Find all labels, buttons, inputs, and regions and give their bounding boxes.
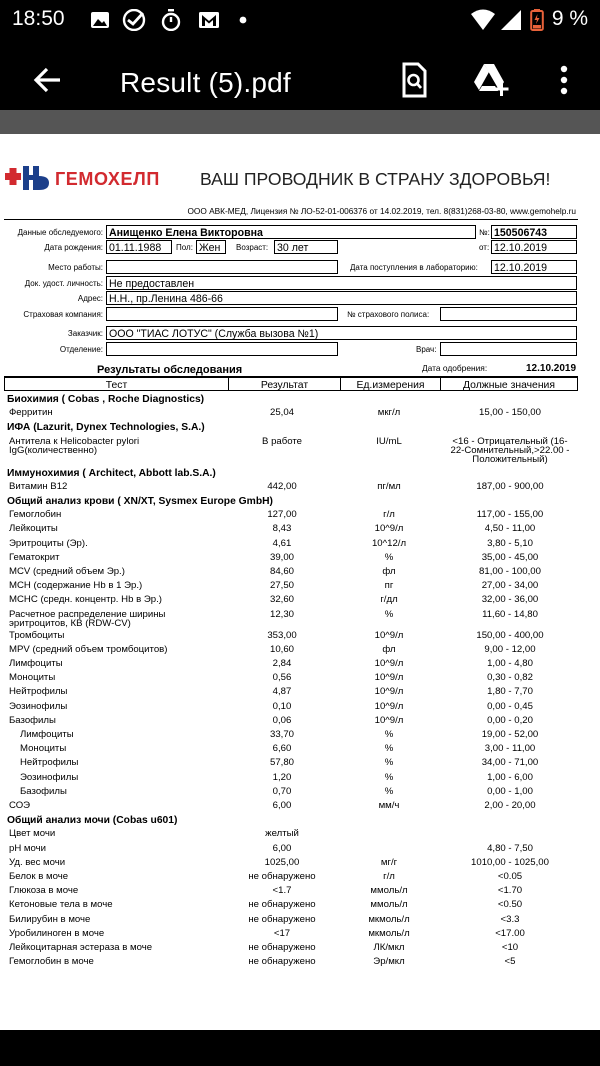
doctor-label: Врач: [416,345,437,354]
row-t2: эритроцитов, КВ (RDW-CV) [9,618,131,629]
row-n: 0,00 - 1,00 [487,785,533,797]
row-n: <0.50 [497,899,523,911]
row-t: Цвет мочи [9,828,56,840]
column-header-row [4,377,578,391]
dept-label: Отделение: [59,345,103,354]
section-heading: ИФА (Lazurit, Dynex Technologies, S.A.) [7,422,205,434]
customer-value: ООО "ТИАС ЛОТУС" (Служба вызова №1) [106,326,577,340]
document-title: Result (5).pdf [120,67,291,98]
row-n: 34,00 - 71,00 [481,757,539,769]
row-u: % [384,551,394,563]
row-n: 1,80 - 7,70 [487,686,533,698]
row-n2: 22-Сомнительный,>22.00 - [450,445,570,456]
row-n: 4,80 - 7,50 [487,842,533,854]
insurer-value [106,307,338,321]
row-u: фл [382,643,396,655]
row-t: Тромбоциты [9,629,65,641]
sex-value: Жен [196,240,226,254]
search-document-icon[interactable] [392,58,436,102]
row-n: 2,00 - 20,00 [484,800,536,811]
slogan: ВАШ ПРОВОДНИК В СТРАНУ ЗДОРОВЬЯ! [200,169,551,189]
row-u: 10^9/л [374,714,404,726]
policy-value [440,307,577,321]
row-n: 1,00 - 6,00 [487,771,533,783]
license-line: ООО АВК-МЕД, Лицензия № ЛО-52-01-006376 от 14.02.2019, тел. 8(831)268-03-80, www.gemohelp.ru [187,206,576,216]
row-u: Эр/мкл [373,956,405,968]
row-r: В работе [262,435,302,447]
sberbank-icon [122,9,146,31]
logo-text: ГЕМОХЕЛП [55,169,160,189]
wifi-icon [470,9,496,31]
row-u: 10^9/л [374,700,404,712]
pdf-page [0,134,600,1030]
row-t: Глюкоза в моче [9,885,79,897]
more-vert-icon[interactable] [542,58,586,102]
row-t: pH мочи [9,842,47,854]
dept-value [106,342,338,356]
signal-icon [500,9,522,31]
row-n: <5 [504,956,516,968]
row-u: 10^12/л [371,537,407,549]
insurer-label: Страховая компания: [23,310,103,319]
row-r: <1.7 [272,885,292,897]
row-u: мкмоль/л [368,927,410,939]
row-t: Моноциты [9,672,56,684]
row-r: 10,60 [269,643,294,655]
from-label: от: [479,243,490,252]
row-n: 9,00 - 12,00 [484,643,536,655]
row-n: <16 - Отрицательный (16- [452,435,568,447]
row-t: Эозинофилы [20,771,79,783]
row-u: г/л [383,871,395,882]
gmail-icon [198,9,220,31]
row-r: 27,50 [269,580,294,592]
work-label: Место работы: [48,263,103,272]
row-u: % [384,757,394,769]
age-value: 30 лет [274,240,338,254]
row-t: Расчетное распределение ширины [9,608,166,620]
row-r: 6,60 [272,743,292,755]
app-bar [0,40,600,110]
row-r: желтый [265,828,299,840]
row-t: Лимфоциты [20,729,74,740]
row-u: % [384,608,394,620]
row-n: 11,60 - 14,80 [482,608,538,620]
row-n: 1,00 - 4,80 [487,658,533,669]
row-r: 0,56 [272,672,292,684]
row-r: 6,00 [272,842,292,854]
row-u: 10^9/л [374,686,404,698]
row-n: 0,30 - 0,82 [487,672,533,684]
row-r: не обнаружено [248,956,316,968]
row-t: Лимфоциты [9,658,63,669]
row-r: <17 [273,927,291,939]
row-u: пг [384,580,394,592]
row-r: 33,70 [269,729,294,740]
section-heading: Общий анализ крови ( XN/XT, Sysmex Europe GmbH) [7,496,273,507]
row-t: MPV (средний объем тромбоцитов) [9,643,168,655]
row-t: Гемоглобин в моче [9,956,94,968]
approval-label: Дата одобрения: [422,363,488,373]
dob-label: Дата рождения: [44,243,103,252]
row-t: Эритроциты (Эр). [9,537,88,549]
address-label: Адрес: [77,294,103,303]
row-r: 57,80 [269,757,294,769]
sex-label: Пол: [176,243,193,252]
row-t2: IgG(количественно) [9,445,98,456]
patient-data-label: Данные обследуемого: [17,228,103,237]
row-t: Уробилиноген в моче [9,927,105,939]
column-header-norm: Должные значения [462,380,555,391]
row-n: 35,00 - 45,00 [481,551,539,563]
row-t: Ферритин [9,407,53,419]
row-u: 10^9/л [374,629,404,641]
row-r: 4,61 [272,537,292,549]
row-t: Билирубин в моче [9,913,91,925]
gemohelp-logo-icon [5,164,49,192]
row-n: 1010,00 - 1025,00 [471,856,549,868]
row-t: СОЭ [9,800,31,811]
row-n: <0.05 [497,871,523,882]
row-r: 8,43 [272,523,292,535]
number-label: №: [479,228,490,237]
row-r: не обнаружено [248,899,316,911]
row-r: 6,00 [272,800,292,811]
dot-icon [238,9,248,31]
row-n: 81,00 - 100,00 [479,566,541,577]
row-t: Витамин B12 [9,480,68,492]
section-heading: Иммунохимия ( Architect, Abbott lab.S.A.) [7,467,216,479]
row-t: Гематокрит [9,551,60,563]
row-u: IU/mL [376,435,402,447]
column-header-result: Результат [229,378,341,390]
row-u: % [384,743,394,755]
row-t: Гемоглобин [9,509,62,521]
status-time: 18:50 [12,7,65,30]
id-value: Не предоставлен [106,276,577,290]
header-divider [4,219,578,220]
approval-date: 12.10.2019 [526,363,577,374]
section-heading: Биохимия ( Cobas , Roche Diagnostics) [7,394,205,405]
row-n: <10 [501,942,519,953]
timer-icon [160,9,182,31]
received-label: Дата поступления в лабораторию: [350,263,478,272]
row-r: не обнаружено [248,942,316,953]
row-r: 39,00 [269,551,294,563]
results-title: Результаты обследования [97,364,243,376]
row-t: MCV (средний объем Эр.) [9,566,125,577]
status-bar [0,0,600,40]
column-header-unit: Ед.измерения [341,378,441,390]
row-u: 10^9/л [374,658,404,669]
row-u: мм/ч [378,800,400,811]
row-n: 15,00 - 150,00 [479,407,541,419]
policy-label: № страхового полиса: [347,310,430,319]
row-t: Кетоновые тела в моче [9,899,113,911]
row-n: 19,00 - 52,00 [481,729,539,740]
row-r: 0,10 [272,700,292,712]
row-r: 1025,00 [264,856,300,868]
row-n: <3.3 [500,913,520,925]
row-t: Уд. вес мочи [9,856,66,868]
bottom-bar [0,1030,600,1066]
row-n: 3,80 - 5,10 [487,537,533,549]
row-t: Лейкоцитарная эстераза в моче [9,942,153,953]
row-n3: Положительный) [472,454,548,466]
row-u: 10^9/л [374,672,404,684]
row-r: 4,87 [272,686,292,698]
row-r: не обнаружено [248,913,316,925]
row-r: 127,00 [267,509,297,521]
row-r: 1,20 [272,771,292,783]
row-t: MCHC (средн. концентр. Hb в Эр.) [9,594,162,606]
row-u: ммоль/л [370,885,408,897]
row-u: 10^9/л [374,523,404,535]
row-r: 0,70 [272,785,292,797]
row-r: 353,00 [267,629,297,641]
row-t: Базофилы [20,785,67,797]
row-u: мкмоль/л [368,913,410,925]
row-r: 25,04 [269,407,294,419]
row-r: 84,60 [269,566,294,577]
address-value: Н.Н., пр.Ленина 486-66 [106,291,577,305]
row-r: 32,60 [269,594,294,606]
received-date: 12.10.2019 [491,260,577,274]
row-u: мг/г [380,856,398,868]
row-t: Моноциты [20,743,67,755]
row-n: 150,00 - 400,00 [476,629,544,641]
row-u: % [384,729,394,740]
row-n: 117,00 - 155,00 [476,509,544,521]
from-date: 12.10.2019 [491,240,577,254]
row-n: 3,00 - 11,00 [484,743,536,755]
battery-icon [530,9,544,31]
row-u: ЛК/мкл [373,942,405,953]
age-label: Возраст: [236,243,269,252]
row-t: MCH (содержание Hb в 1 Эр.) [9,580,143,592]
patient-number: 150506743 [491,225,577,239]
row-r: не обнаружено [248,871,316,882]
patient-name: Анищенко Елена Викторовна [106,225,476,239]
row-n: 27,00 - 34,00 [481,580,539,592]
row-t: Белок в моче [9,871,69,882]
row-u: мкг/л [377,407,401,419]
row-n: <1.70 [497,885,523,897]
row-u: фл [382,566,396,577]
row-t: Антитела к Helicobacter pylori [9,435,140,447]
back-arrow-icon[interactable] [26,58,70,102]
work-value [106,260,338,274]
id-label: Док. удост. личность: [24,279,103,288]
doctor-value [440,342,577,356]
row-n: 0,00 - 0,45 [487,700,533,712]
dob-value: 01.11.1988 [106,240,172,254]
row-u: % [384,785,394,797]
row-u: г/дл [380,594,398,606]
row-r: 0,06 [272,714,292,726]
row-n: <17.00 [495,927,525,939]
row-t: Нейтрофилы [9,686,68,698]
column-header-test: Тест [5,378,229,390]
row-u: пг/мл [377,480,401,492]
customer-label: Заказчик: [67,329,103,338]
row-r: 12,30 [269,608,294,620]
row-r: 2,84 [272,658,292,669]
row-n: 4,50 - 11,00 [484,523,536,535]
row-n: 32,00 - 36,00 [481,594,539,606]
row-u: г/л [383,509,395,521]
row-u: % [384,771,394,783]
row-u: ммоль/л [370,899,408,911]
row-t: Эозинофилы [9,700,68,712]
row-t: Нейтрофилы [20,757,79,769]
viewer-background [0,110,600,134]
row-t: Лейкоциты [9,523,58,535]
battery-percent: 9 % [551,7,588,30]
gallery-icon [90,9,110,31]
row-n: 0,00 - 0,20 [487,714,533,726]
section-heading: Общий анализ мочи (Cobas u601) [7,815,178,827]
row-r: 442,00 [267,480,297,492]
google-drive-add-icon[interactable] [470,58,514,102]
row-t: Базофилы [9,714,56,726]
row-n: 187,00 - 900,00 [476,480,544,492]
